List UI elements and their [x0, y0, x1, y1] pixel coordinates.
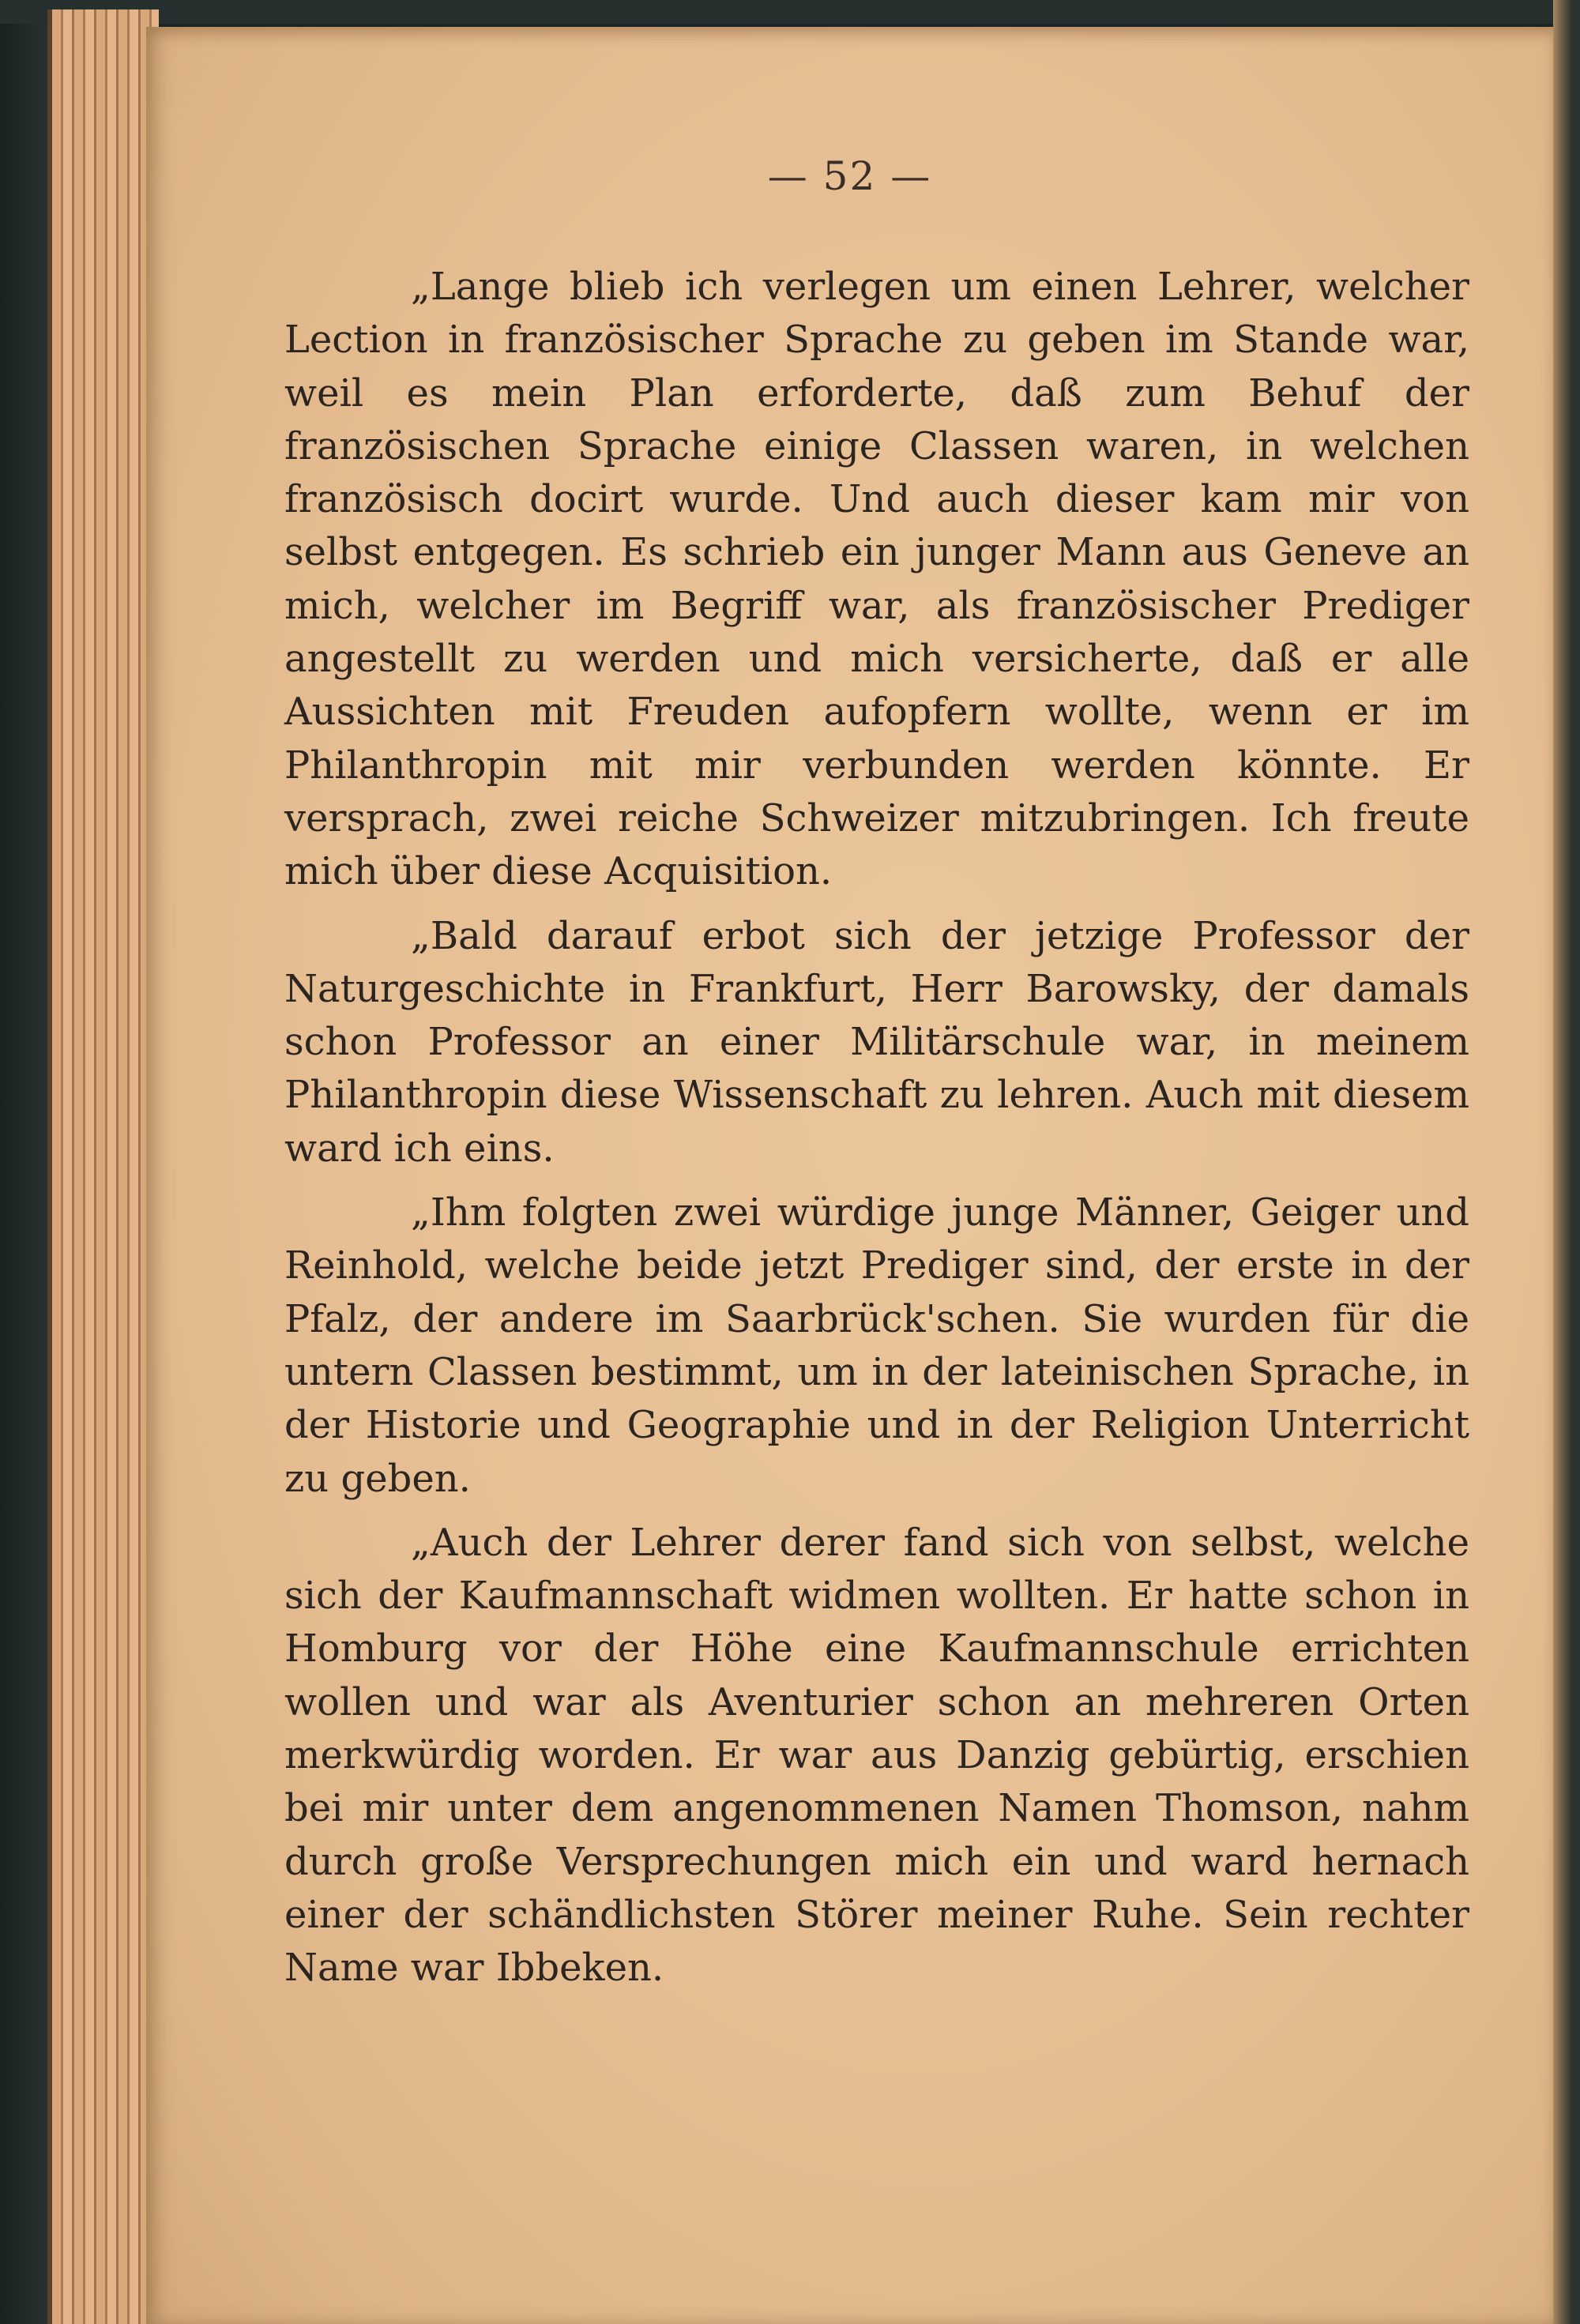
body-text — [284, 261, 1469, 1995]
paragraph-1: „Lange blieb ich verlegen um einen Lehrer, welcher Lection in französischer Sprache zu geben im Stande war, weil es mein Plan erforderte, daß zum Behuf der französischen Sprache einige Classen waren, in welchen französisch docirt wurde. Und auch dieser kam mir von selbst entgegen. Es schrieb ein junger Mann aus Geneve an mich, welcher im Begriff war, als französischer Prediger angestellt zu werden und mich versicherte, daß er alle Aussichten mit Freuden aufopfern wollte, wenn er im Philanthropin mit mir verbunden werden könnte. Er versprach, zwei reiche Schweizer mitzubringen. Ich freute mich über diese Acquisition. — [284, 265, 1469, 894]
paragraph-3: „Ihm folgten zwei würdige junge Männer, Geiger und Reinhold, welche beide jetzt Prediger sind, der erste in der Pfalz, der andere im Saarbrück'schen. Sie wurden für die untern Classen bestimmt, um in der lateinischen Sprache, in der Historie und Geographie und in der Religion Unterricht zu geben. — [284, 1190, 1469, 1501]
book-cover-top — [0, 0, 1580, 24]
book-cover-right — [1553, 0, 1580, 2324]
paragraph-2: „Bald darauf erbot sich der jetzige Professor der Naturgeschichte in Frankfurt, Herr Barowsky, der damals schon Professor an einer Militärschule war, in meinem Philanthropin diese Wissenschaft zu lehren. Auch mit diesem ward ich eins. — [284, 913, 1469, 1171]
page-number: — 52 — — [767, 153, 932, 199]
paragraph-4: „Auch der Lehrer derer fand sich von selbst, welche sich der Kaufmannschaft widmen wollten. Er hatte schon in Homburg vor der Höhe eine Kaufmannschule errichten wollen und war als Aventurier schon an mehreren Orten merkwürdig worden. Er war aus Danzig gebürtig, erschien bei mir unter dem angenommenen Namen Thomson, nahm durch große Versprechungen mich ein und ward hernach einer der schändlichsten Störer meiner Ruhe. Sein rechter Name war Ibbeken. — [284, 1520, 1469, 1991]
book-page — [146, 27, 1553, 2324]
page-edges — [47, 9, 159, 2324]
